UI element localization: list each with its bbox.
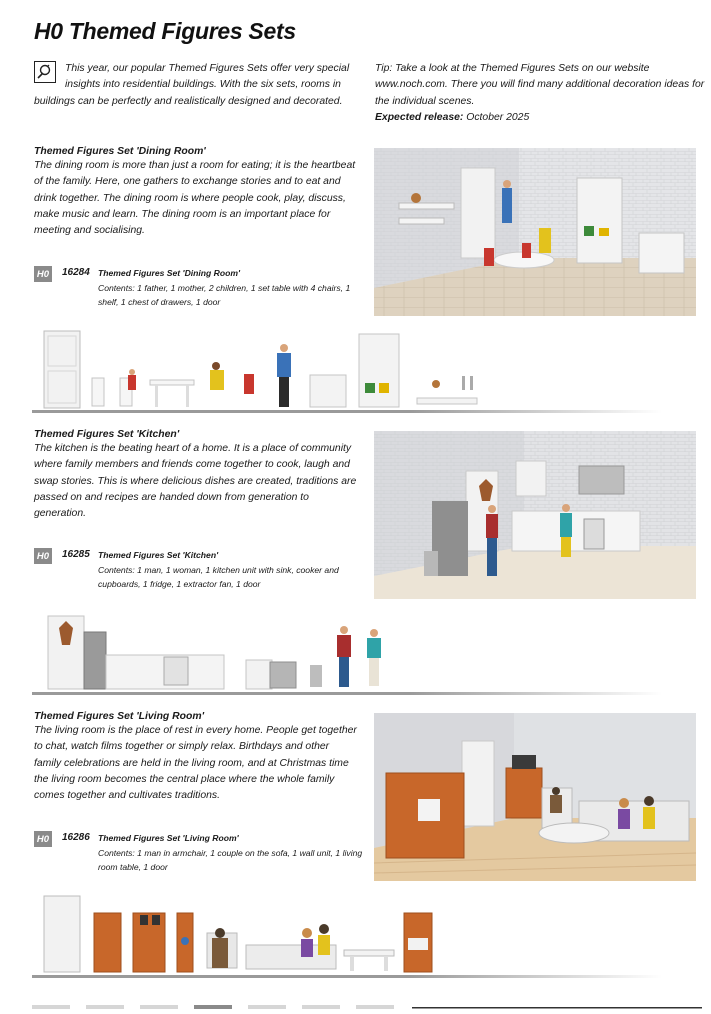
- product-contents: Contents: 1 man in armchair, 1 couple on the sofa, 1 wall unit, 1 living room table, 1 door: [98, 848, 363, 872]
- tip-text: Tip: Take a look at the Themed Figures Sets on our website www.noch.com. There you will find many additional decoration ideas for the individual scenes.: [375, 63, 705, 107]
- lineup-baseline: [32, 975, 662, 978]
- scale-badge: H0: [34, 548, 52, 564]
- section-text: The living room is the place of rest in every home. People get together to chat, watch films together or simply relax. Birthdays and other family celebrations are held in the living room, and at Christmas time the living room becomes the central place where the whole family comes together and cultivates traditions.: [34, 725, 357, 802]
- scale-badge: H0: [34, 831, 52, 847]
- section-text: The kitchen is the beating heart of a home. It is a place of community where family members and friends come together to cook, laugh and swap stories. This is where delicious dishes are created, traditions are passed on and recipes are handed down from generation to generation.: [34, 443, 357, 520]
- product-name: Themed Figures Set 'Dining Room': [98, 268, 241, 278]
- lineup-baseline: [32, 410, 662, 413]
- lineup-baseline: [32, 692, 662, 695]
- page-title: H0 Themed Figures Sets: [34, 18, 296, 44]
- dining-room-product-lineup: [32, 328, 711, 413]
- product-name: Themed Figures Set 'Kitchen': [98, 550, 219, 560]
- section-heading: Themed Figures Set 'Kitchen': [34, 429, 180, 440]
- section-dining-room: [34, 146, 359, 239]
- article-number: 16284: [62, 267, 90, 278]
- kitchen-photo: [374, 431, 696, 599]
- section-heading: Themed Figures Set 'Dining Room': [34, 146, 206, 157]
- section-heading: Themed Figures Set 'Living Room': [34, 711, 205, 722]
- article-number: 16285: [62, 549, 90, 560]
- intro-text: This year, our popular Themed Figures Sets offer very special insights into residential buildings. With the six sets, rooms in buildings can be perfectly and realistically designed and decorated.: [34, 63, 350, 107]
- product-name: Themed Figures Set 'Living Room': [98, 833, 239, 843]
- article-number: 16286: [62, 832, 90, 843]
- page-tab-bar: [32, 996, 711, 1000]
- scale-badge: H0: [34, 266, 52, 282]
- living-room-photo: [374, 713, 696, 881]
- figure-set-icon: [34, 61, 56, 83]
- section-kitchen: [34, 429, 359, 522]
- section-living-room: [34, 711, 359, 804]
- release-value: October 2025: [466, 111, 530, 123]
- tip-paragraph: [375, 61, 705, 126]
- intro-paragraph: [34, 61, 364, 110]
- living-room-product-lineup: [32, 893, 711, 978]
- product-contents: Contents: 1 man, 1 woman, 1 kitchen unit with sink, cooker and cupboards, 1 fridge, 1 extractor fan, 1 door: [98, 565, 339, 589]
- section-text: The dining room is more than just a room for eating; it is the heartbeat of the family. Here, one gathers to exchange stories and to eat and drink together. The dining room is where people cook, play, discuss, make music and learn. The dining room is an important place for meeting and socialising.: [34, 160, 356, 237]
- dining-room-photo: [374, 148, 696, 316]
- kitchen-product-lineup: [32, 610, 711, 695]
- release-label: Expected release:: [375, 111, 464, 123]
- product-contents: Contents: 1 father, 1 mother, 2 children, 1 set table with 4 chairs, 1 shelf, 1 chest of drawers, 1 door: [98, 283, 351, 307]
